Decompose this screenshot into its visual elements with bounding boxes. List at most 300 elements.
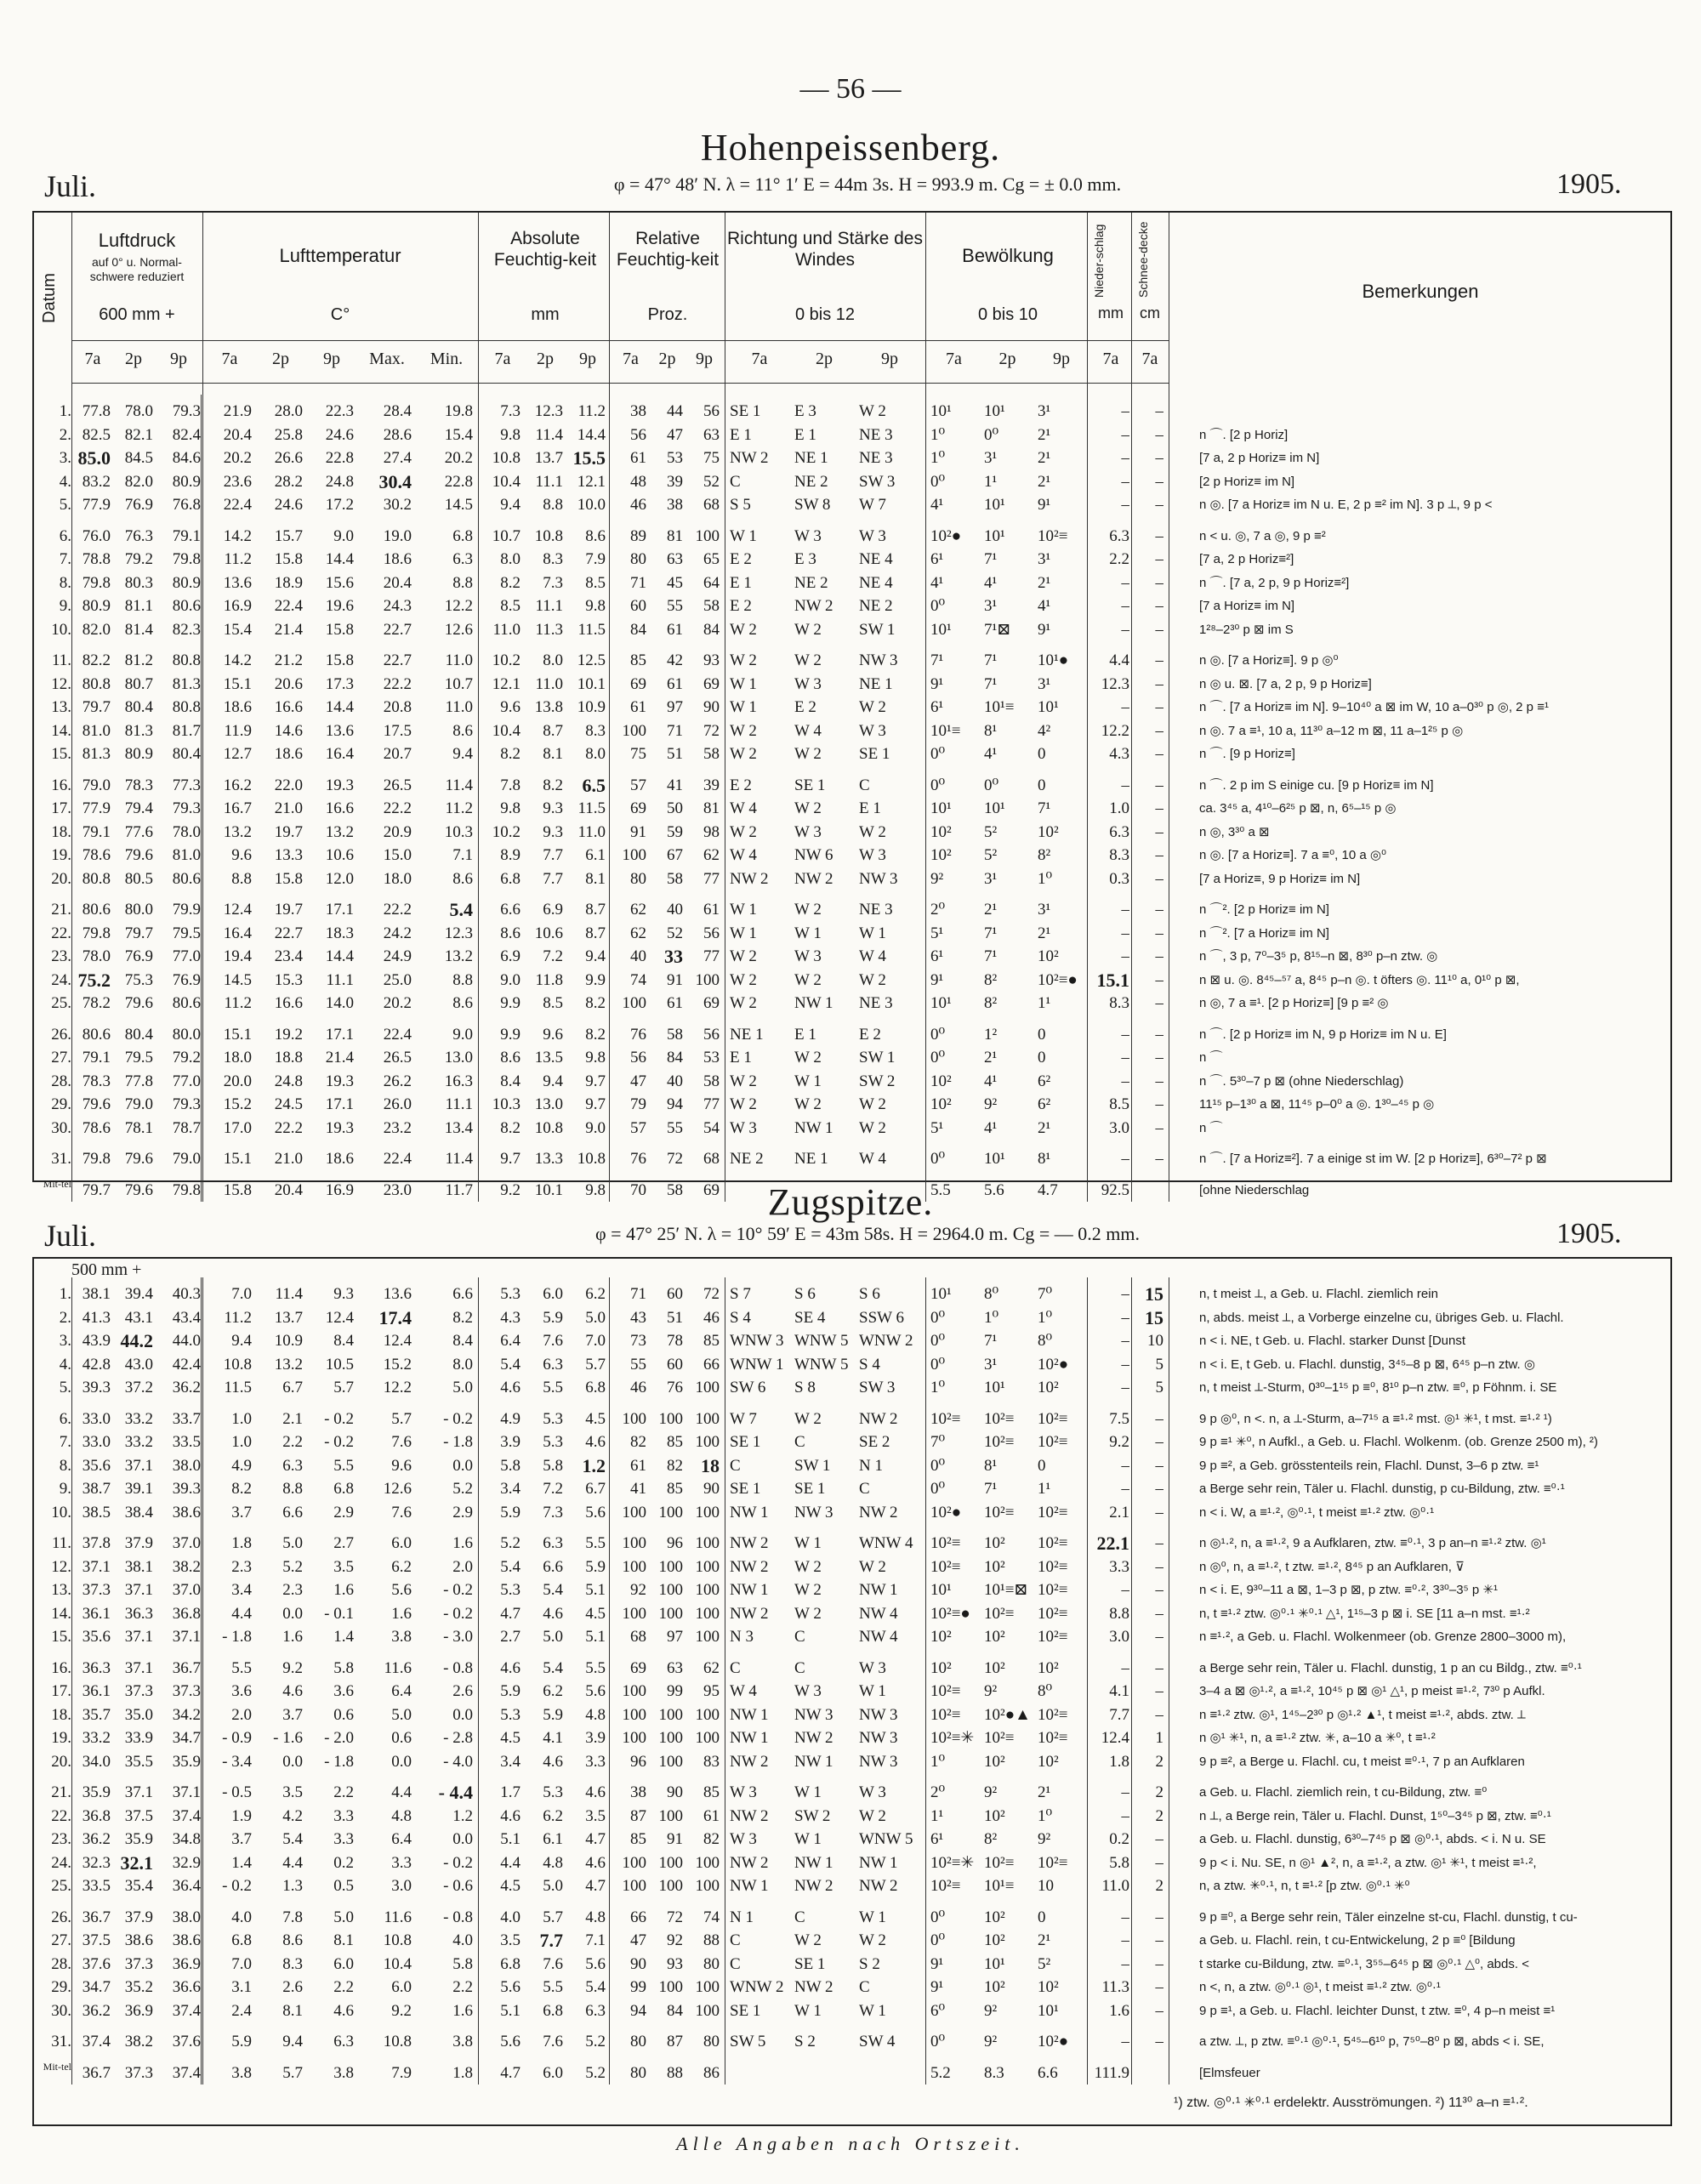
hp-cell: 1⁰ (930, 425, 946, 444)
hp-cell: 19. (51, 846, 71, 864)
zs-cell: 0.6 (333, 1705, 354, 1724)
column-rule (478, 1277, 479, 2084)
zs-cell: 7.0 (231, 1285, 252, 1303)
zs-cell: 6.2 (585, 1285, 606, 1303)
hp-cell: W 1 (794, 924, 822, 942)
hp-cell: 20.2 (223, 449, 252, 467)
hdr-luftdruck: Luftdruck (98, 230, 176, 251)
zs-cell: 36.4 (172, 1877, 201, 1895)
zs-cell: 1¹ (930, 1806, 944, 1825)
zs-cell: 60 (667, 1285, 683, 1303)
hp-cell: – (1155, 550, 1163, 568)
hp-cell: 8.0 (543, 651, 563, 669)
zs-cell: NW 3 (794, 1705, 833, 1724)
zs-cell: 111.9 (1094, 2063, 1129, 2082)
hp-cell: 58 (703, 1072, 720, 1090)
zs-cell: 4.7 (500, 1604, 521, 1623)
zs-cell: 4.5 (500, 1877, 521, 1895)
hp-cell: 16.9 (325, 1180, 354, 1199)
zs-cell: 97 (667, 1628, 683, 1646)
zs-row-17 (34, 1680, 1667, 1703)
zs-cell: 100 (658, 1409, 683, 1428)
zs-cell: 7. (59, 1433, 71, 1451)
hp-cell: 9.8 (585, 1180, 606, 1199)
zs-cell: W 4 (730, 1682, 757, 1700)
hp-cell: 24.6 (325, 425, 354, 444)
hp-cell: 4¹ (930, 496, 944, 514)
hp-cell: 74 (630, 970, 646, 989)
zs-cell: 4.8 (391, 1806, 412, 1825)
zs-cell: 37.5 (124, 1806, 153, 1825)
zs-remark: n ◎⁰, n, a ≡¹·², t ztw. ≡¹·², 8⁴⁵ p an Aufklaren, ⊽ (1199, 1559, 1465, 1574)
hp-cell: 9¹ (930, 674, 944, 693)
zs-cell: 43.4 (172, 1308, 201, 1327)
hp-cell: 54 (703, 1118, 720, 1137)
zs-cell: – (1155, 1931, 1163, 1949)
zs-cell: 5.6 (585, 1503, 606, 1521)
zs-cell: 5.3 (500, 1705, 521, 1724)
zs-cell: 10²≡✳ (930, 1729, 975, 1747)
zs-cell: 0.0 (452, 1705, 473, 1724)
hp-cell: 76.9 (172, 970, 201, 989)
hp-cell: 58 (703, 745, 720, 763)
zs-cell: 2.6 (282, 1978, 303, 1996)
hdr-tt7: 7a (221, 350, 238, 368)
hp-cell: NW 2 (730, 449, 769, 467)
zs-cell: 0⁰ (930, 1456, 946, 1475)
zs-cell: 2. (59, 1308, 71, 1327)
zs-cell: 35.5 (124, 1752, 153, 1771)
hp-cell: 12.2 (1101, 721, 1129, 740)
zs-cell: 38.0 (172, 1456, 201, 1475)
hp-cell: 7.8 (500, 776, 521, 794)
hp-cell: W 2 (794, 1095, 822, 1113)
zs-cell: 7.0 (231, 1954, 252, 1973)
hp-cell: 100 (622, 721, 646, 740)
hp-row-4 (34, 470, 1667, 494)
zs-cell: 4.6 (585, 1433, 606, 1451)
hp-cell: E 3 (794, 550, 816, 568)
zs-cell: 92 (630, 1581, 646, 1599)
hp-cell: 79.6 (124, 846, 153, 864)
zs-cell: – (1121, 1658, 1129, 1677)
hp-cell: 85.0 (77, 447, 111, 469)
zs-cell: 6.2 (543, 1682, 563, 1700)
hp-cell: – (1121, 573, 1129, 592)
zs-cell: W 2 (794, 1931, 822, 1949)
hp-remark: n ⌒ (1199, 1050, 1223, 1065)
zs-cell: 5.6 (500, 1978, 521, 1996)
hp-cell: 12.1 (577, 472, 606, 491)
hp-cell: 16. (51, 776, 71, 794)
hp-remark: n ◎. [7 a Horiz≡]. 9 p ◎⁰ (1199, 653, 1339, 668)
hp-cell: 10¹ (930, 799, 952, 817)
zs-cell: 10¹ (984, 1379, 1005, 1396)
hp-title: Hohenpeissenberg. (700, 127, 1001, 168)
hp-cell: 2.2 (1109, 550, 1129, 568)
hp-cell: 18.6 (274, 745, 303, 763)
zs-remark: t starke cu-Bildung, ztw. ≡⁰·¹, 3⁵⁵–6⁴⁵ p ⊠ ◎⁰·¹ △⁰, abds. < (1199, 1956, 1529, 1971)
hp-cell: W 2 (730, 994, 757, 1012)
hp-cell: 62 (630, 924, 646, 942)
zs-cell: 6.3 (543, 1355, 563, 1374)
zs-cell: SE 1 (794, 1480, 826, 1498)
hp-cell: 79.0 (172, 1150, 201, 1168)
zs-cell: 15 (1145, 1283, 1163, 1305)
hp-cell: – (1121, 776, 1129, 794)
hp-cell: 5.4 (449, 899, 473, 920)
zs-cell: - 0.8 (443, 1658, 473, 1677)
zs-cell: 3.6 (231, 1682, 252, 1700)
hp-cell: 10.8 (492, 449, 521, 467)
hp-cell: 7.1 (452, 846, 473, 864)
hp-cell: 2¹ (1038, 924, 1051, 942)
hp-cell: 10¹ (1038, 698, 1059, 716)
zs-cell: 100 (658, 1853, 683, 1872)
zs-cell: 35.0 (124, 1705, 153, 1724)
hdr-bew-unit: 0 bis 10 (977, 305, 1038, 324)
hp-cell: W 2 (794, 970, 822, 989)
hp-cell: W 2 (730, 1072, 757, 1090)
zs-cell: 4.7 (500, 2063, 521, 2082)
hp-cell: SE 1 (859, 745, 890, 763)
hp-cell: 8.2 (500, 1118, 521, 1137)
zs-cell: W 2 (859, 1806, 886, 1825)
hp-cell: W 2 (730, 822, 757, 841)
zs-cell: 4.4 (231, 1604, 252, 1623)
hdr-tmin: Min. (430, 350, 464, 368)
zs-cell: 8.3 (282, 1954, 303, 1973)
zs-row-28 (34, 1953, 1667, 1976)
hp-cell: 16.4 (223, 924, 252, 942)
zs-cell: 3.5 (333, 1557, 354, 1576)
zs-cell: 3.9 (500, 1433, 521, 1451)
hp-cell: 8.8 (452, 970, 473, 989)
hp-cell: 7¹ (984, 924, 998, 942)
hp-cell: 21.2 (274, 651, 303, 669)
hp-cell: 17. (51, 799, 71, 817)
hp-cell: E 1 (730, 1049, 752, 1066)
zs-cell: NW 1 (730, 1705, 769, 1724)
hp-cell: 8.8 (231, 869, 252, 888)
hp-cell: – (1155, 449, 1163, 467)
zs-cell: 100 (622, 1534, 646, 1552)
zs-cell: 7.2 (543, 1480, 563, 1498)
zs-cell: 83 (703, 1752, 720, 1771)
hp-cell: 9.0 (333, 526, 354, 545)
zs-cell: 37.9 (124, 1908, 153, 1926)
hp-cell: 78.0 (124, 402, 153, 420)
zs-cell: N 3 (730, 1628, 754, 1646)
hp-cell: 19.6 (325, 597, 354, 615)
zs-cell: 35.4 (124, 1877, 153, 1895)
zs-cell: 3.1 (231, 1978, 252, 1996)
zs-cell: 2.7 (333, 1534, 354, 1552)
zs-cell: W 2 (794, 1557, 822, 1576)
zs-cell: 37.3 (172, 1682, 201, 1700)
zs-remark: 9 p < i. Nu. SE, n ◎¹ ▲², n, a ≡¹·², a ztw. ◎¹ ✳¹, t meist ≡¹·², (1199, 1855, 1537, 1870)
zs-cell: – (1155, 1409, 1163, 1428)
hp-cell: 21.4 (325, 1049, 354, 1066)
hp-cell: 79.7 (82, 698, 111, 716)
zs-cell: 5.3 (543, 1409, 563, 1428)
zs-cell: C (794, 1908, 805, 1926)
zs-cell: 5.1 (500, 2001, 521, 2020)
hp-cell: 79.3 (172, 799, 201, 817)
hp-cell: 56 (630, 1049, 646, 1066)
hp-cell: 11.1 (535, 597, 563, 615)
hp-cell: 16.9 (223, 597, 252, 615)
zs-cell: 35.7 (82, 1705, 111, 1724)
zs-cell: 5. (59, 1379, 71, 1396)
hp-cell: E 2 (794, 698, 816, 716)
hp-cell: 78.0 (172, 822, 201, 841)
zs-row-1 (34, 1283, 1667, 1306)
hp-cell: 7¹ (984, 674, 998, 693)
zs-cell: 5.5 (543, 1379, 563, 1396)
zs-cell: 6.2 (391, 1557, 412, 1576)
zs-cell: SE 1 (730, 1433, 761, 1451)
column-rule (1087, 1277, 1088, 2084)
hp-cell: 13.7 (534, 449, 563, 467)
hp-cell: 15.7 (274, 526, 303, 545)
hp-row-16 (34, 774, 1667, 798)
zs-cell: 37.1 (124, 1628, 153, 1646)
hp-cell: 9.7 (500, 1150, 521, 1168)
zs-cell: 5.7 (282, 2063, 303, 2082)
hp-cell: 11.0 (577, 822, 606, 841)
zs-cell: 100 (658, 1806, 683, 1825)
hp-cell: SW 1 (859, 620, 896, 639)
hp-cell: 8.6 (585, 526, 606, 545)
hp-cell: 83.2 (82, 472, 111, 491)
hp-cell: NW 1 (794, 1118, 833, 1137)
zs-cell: – (1121, 2033, 1129, 2050)
hp-cell: 26.2 (383, 1072, 412, 1090)
hp-cell: W 3 (730, 1118, 757, 1137)
zs-cell: 37.4 (82, 2033, 111, 2050)
hp-cell: – (1155, 869, 1163, 888)
hp-cell: 79.8 (82, 924, 111, 942)
hp-cell: 6.9 (543, 901, 563, 919)
zs-cell: 6.0 (543, 2063, 563, 2082)
zs-cell: 1.8 (1109, 1752, 1129, 1771)
zs-cell: 4.7 (585, 1877, 606, 1895)
zs-cell: 4.4 (282, 1853, 303, 1872)
zs-cell: – (1155, 1658, 1163, 1677)
hp-cell: W 3 (794, 674, 822, 693)
hp-data (34, 400, 1667, 1199)
hdr-tt2: 2p (272, 350, 289, 368)
zs-cell: 6¹ (930, 1830, 944, 1848)
hp-cell: 10.1 (534, 1180, 563, 1199)
hp-cell: 6.8 (452, 526, 473, 545)
zs-cell: – (1155, 1908, 1163, 1926)
zs-cell: - 3.0 (443, 1628, 473, 1646)
zs-cell: 3.0 (391, 1877, 412, 1895)
hp-cell: 7.9 (585, 550, 606, 568)
hp-cell: NE 3 (859, 425, 893, 444)
hdr-b9: 9p (1053, 350, 1070, 368)
zs-cell: 6.6 (452, 1285, 473, 1303)
hp-cell: – (1155, 496, 1163, 514)
zs-cell: SW 5 (730, 2033, 766, 2050)
hdr-schnee-unit: cm (1140, 304, 1160, 321)
zs-cell: NW 1 (730, 1581, 769, 1599)
hp-cell: 26.6 (274, 449, 303, 467)
hp-cell: 81.0 (172, 846, 201, 864)
hp-cell: 10.8 (534, 526, 563, 545)
column-rule (202, 1277, 203, 2084)
zs-cell: 10²● (930, 1503, 962, 1521)
zs-cell: – (1155, 1433, 1163, 1451)
zs-cell: 100 (622, 1729, 646, 1747)
zs-cell: 10²≡ (930, 1682, 961, 1700)
hp-cell: 52 (703, 472, 720, 491)
hp-cell: 4¹ (1038, 597, 1051, 615)
zs-cell: 61 (630, 1456, 646, 1475)
zs-cell: 100 (695, 1534, 720, 1552)
hp-cell: – (1121, 947, 1129, 965)
zs-cell: 2.6 (452, 1682, 473, 1700)
zs-cell: W 1 (794, 2001, 822, 2020)
zs-remark: n ≡¹·² ztw. ◎¹, 1⁴⁵–2³⁰ p ◎¹·² ▲¹, t meist ≡¹·², abds. ztw. ⟂ (1199, 1707, 1526, 1722)
hp-cell: 19.4 (223, 947, 252, 965)
hp-cell: 8.8 (543, 496, 563, 514)
hp-cell: 14.5 (444, 496, 473, 514)
hp-cell: 9.9 (500, 994, 521, 1012)
zs-cell: 13.2 (274, 1355, 303, 1374)
zs-cell: 1.0 (231, 1409, 252, 1428)
zs-cell: 10²≡ (930, 1534, 961, 1552)
zs-cell: WNW 5 (859, 1830, 913, 1848)
hp-remark: n ◎ u. ⊠. [7 a, 2 p, 9 p Horiz≡] (1199, 676, 1372, 691)
hp-cell: 12.2 (444, 597, 473, 615)
hdr-a9: 9p (579, 350, 596, 368)
hp-cell: 61 (630, 698, 646, 716)
zs-cell: 10²● (1038, 1355, 1069, 1374)
zs-cell: 51 (667, 1308, 683, 1327)
zs-cell: 8. (59, 1456, 71, 1475)
hp-cell: 69 (703, 1180, 720, 1199)
hp-cell: E 2 (730, 597, 752, 615)
zs-cell: 99 (630, 1978, 646, 1996)
hp-cell: E 2 (730, 776, 752, 794)
zs-cell: S 7 (730, 1285, 751, 1303)
hp-cell: 61 (703, 901, 720, 919)
hp-cell: 13.0 (534, 1095, 563, 1113)
zs-cell: 33.2 (124, 1409, 153, 1428)
zs-cell: NW 1 (730, 1877, 769, 1895)
zs-cell: 5.8 (452, 1954, 473, 1973)
hp-cell: 3¹ (1038, 901, 1051, 919)
hdr-abs: Absolute Feuchtig-keit (493, 229, 597, 270)
zs-cell: 80 (703, 1954, 720, 1973)
hdr-p7: 7a (84, 350, 101, 368)
hp-cell: 10.3 (492, 1095, 521, 1113)
zs-cell: NW 4 (859, 1628, 898, 1646)
zs-cell: 100 (622, 1604, 646, 1623)
hp-cell: 10² (930, 1072, 952, 1090)
zs-cell: 100 (695, 1433, 720, 1451)
hp-cell: 7¹ (984, 651, 998, 669)
zs-cell: 9.3 (333, 1285, 354, 1303)
hp-cell: 3¹ (1038, 402, 1051, 420)
hp-cell: 11.2 (445, 799, 473, 817)
hp-cell: 1⁰ (930, 449, 946, 467)
hp-cell: W 2 (859, 970, 886, 989)
zs-cell: 7.1 (585, 1931, 606, 1949)
zs-remark: n <, n, a ztw. ◎⁰·¹ ◎¹, t meist ≡¹·² ztw. ◎⁰·¹ (1199, 1980, 1441, 1994)
hp-row-9 (34, 594, 1667, 618)
zs-row-8 (34, 1454, 1667, 1478)
zs-remark: 9 p ≡², a Berge u. Flachl. cu, t meist ≡⁰·¹, 7 p an Aufklaren (1199, 1754, 1525, 1769)
hp-cell: 82.0 (124, 472, 153, 491)
hp-remark: n ◎, 7 a ≡¹. [2 p Horiz≡] [9 p ≡² ◎ (1199, 996, 1389, 1010)
zs-cell: 10²≡ (984, 1604, 1015, 1623)
zs-cell: – (1121, 1806, 1129, 1825)
hp-cell: 6¹ (930, 698, 944, 716)
hp-cell: 9.0 (452, 1025, 473, 1044)
hp-cell: 9.6 (231, 846, 252, 864)
hp-cell: 85 (630, 651, 646, 669)
hp-cell: 82.5 (82, 425, 111, 444)
zs-cell: 5.2 (500, 1534, 521, 1552)
zs-cell: 11.2 (224, 1308, 252, 1327)
hp-cell: 79.0 (82, 776, 111, 794)
hp-cell: 10.8 (577, 1150, 606, 1168)
hp-cell: 10.6 (325, 846, 354, 864)
zs-cell: 10.5 (325, 1355, 354, 1374)
zs-remark: a ztw. ⟂, p ztw. ≡⁰·¹ ◎⁰·¹, 5⁴⁵–6¹⁰ p, 7⁵⁰–8⁰ p ⊠, abds < i. SE, (1199, 2034, 1545, 2049)
zs-cell: 7¹ (984, 1480, 998, 1498)
hp-cell: SW 8 (794, 496, 831, 514)
hp-cell: 15.0 (383, 846, 412, 864)
zs-cell: 26. (51, 1908, 71, 1926)
zs-cell: 6.3 (333, 2033, 354, 2050)
zs-cell: SW 1 (794, 1456, 831, 1475)
column-rule (1131, 395, 1132, 1202)
hp-cell: 82.1 (124, 425, 153, 444)
zs-cell: 9² (984, 2033, 998, 2050)
hp-cell: 10² (930, 1095, 952, 1113)
zs-cell: 2.4 (231, 2001, 252, 2020)
hp-cell: 11.1 (535, 472, 563, 491)
zs-cell: 39.1 (124, 1480, 153, 1498)
zs-cell: 37.2 (124, 1379, 153, 1396)
zs-cell: 4. (59, 1355, 71, 1374)
zs-cell: 74 (703, 1908, 720, 1926)
zs-cell: 12.4 (325, 1308, 354, 1327)
hp-row-23 (34, 945, 1667, 969)
zs-cell: 2.3 (231, 1557, 252, 1576)
zs-cell: 3.3 (585, 1752, 606, 1771)
hdr-s7: 7a (1141, 350, 1158, 368)
zs-title: Zugspitze. (767, 1181, 934, 1223)
hp-cell: W 3 (794, 947, 822, 965)
zs-cell: - 0.2 (443, 1409, 473, 1428)
zs-cell: 5.4 (585, 1978, 606, 1996)
hp-cell: 22.7 (274, 924, 303, 942)
hp-cell: 6.9 (500, 947, 521, 965)
hp-cell: – (1121, 425, 1129, 444)
hp-cell: NW 1 (794, 994, 833, 1012)
hp-cell: 10.7 (444, 674, 473, 693)
header-rule (202, 213, 203, 408)
hp-cell: 11.8 (535, 970, 563, 989)
zs-cell: 4.0 (231, 1908, 252, 1926)
zs-cell: 6.4 (500, 1332, 521, 1350)
